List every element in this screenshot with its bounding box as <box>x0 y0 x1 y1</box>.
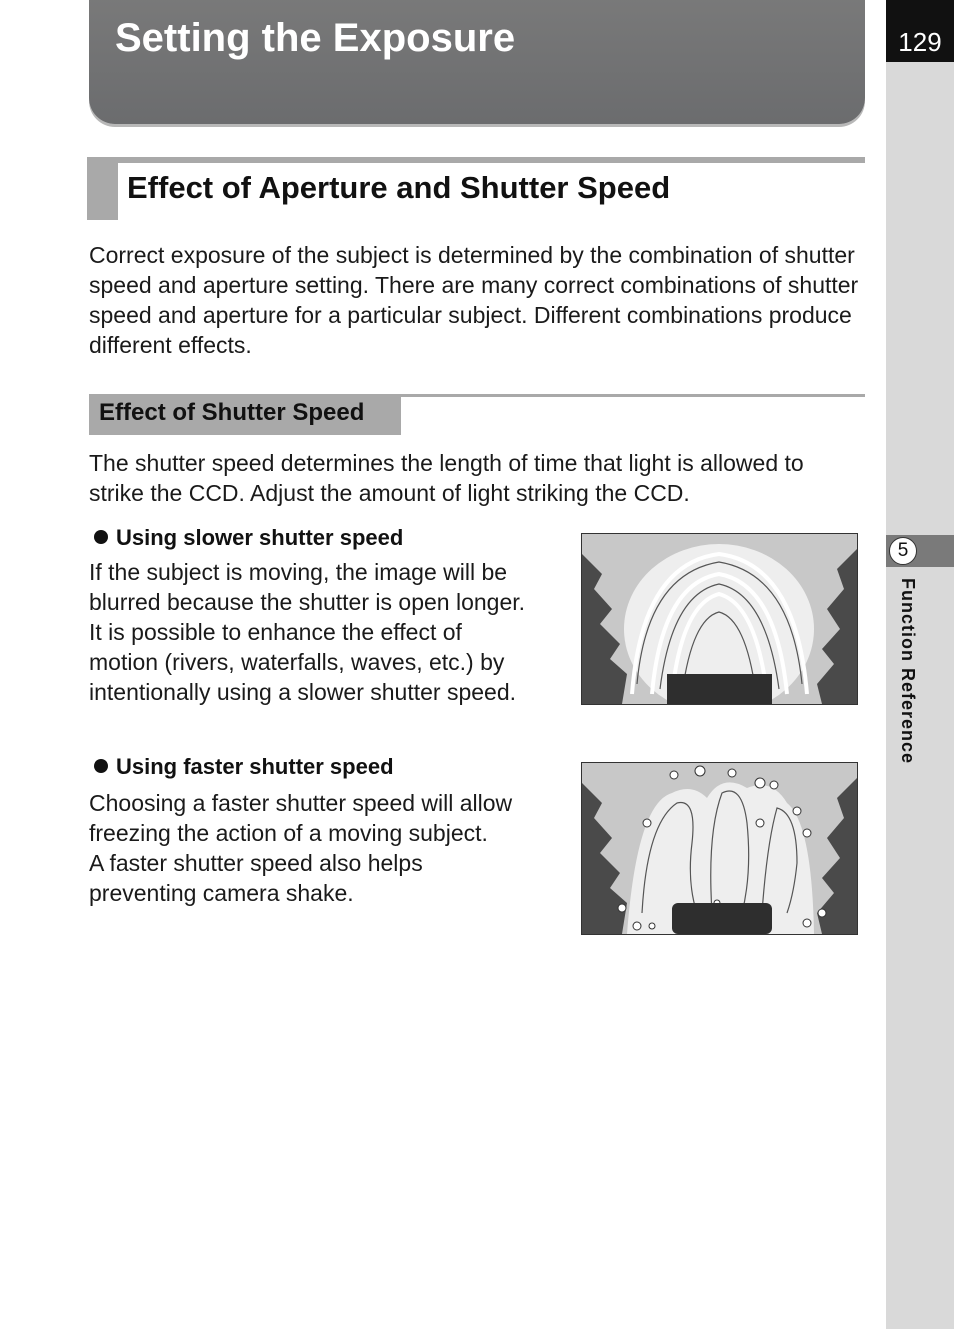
fast-shutter-text: Choosing a faster shutter speed will allow freezing the action of a moving subject. A faster shutter speed also helps preventing camera shake. <box>89 790 513 906</box>
section-intro: Correct exposure of the subject is determined by the combination of shutter speed and aperture setting. There are many correct combinations of shutter speed and aperture for a particular subject. Different combinations produce different effects. <box>89 242 859 358</box>
fast-shutter-heading-text: Using faster shutter speed <box>116 754 394 779</box>
section-heading: Effect of Aperture and Shutter Speed <box>127 170 671 205</box>
bullet-icon <box>94 759 108 773</box>
slow-shutter-heading <box>94 525 403 551</box>
chapter-number: 5 <box>889 537 917 565</box>
page-title: Setting the Exposure <box>115 16 516 60</box>
blurred-fountain-illustration <box>581 533 858 705</box>
section-heading-rule <box>87 157 865 163</box>
bullet-icon <box>94 530 108 544</box>
fast-shutter-heading <box>94 754 394 780</box>
section-heading-marker <box>87 157 118 220</box>
chapter-label: Function Reference <box>898 578 918 765</box>
slow-shutter-text: If the subject is moving, the image will be blurred because the shutter is open longer. It is possible to enhance the effect of motion (rivers, waterfalls, waves, etc.) by intentionally using a slower shutter speed. <box>89 559 526 705</box>
subsection-intro: The shutter speed determines the length of time that light is allowed to strike the CCD. Adjust the amount of light striking the CCD. <box>89 450 804 506</box>
page-number: 129 <box>886 0 954 62</box>
subsection-heading: Effect of Shutter Speed <box>99 399 365 426</box>
slow-shutter-heading-text: Using slower shutter speed <box>116 525 404 550</box>
frozen-fountain-illustration <box>581 762 858 935</box>
